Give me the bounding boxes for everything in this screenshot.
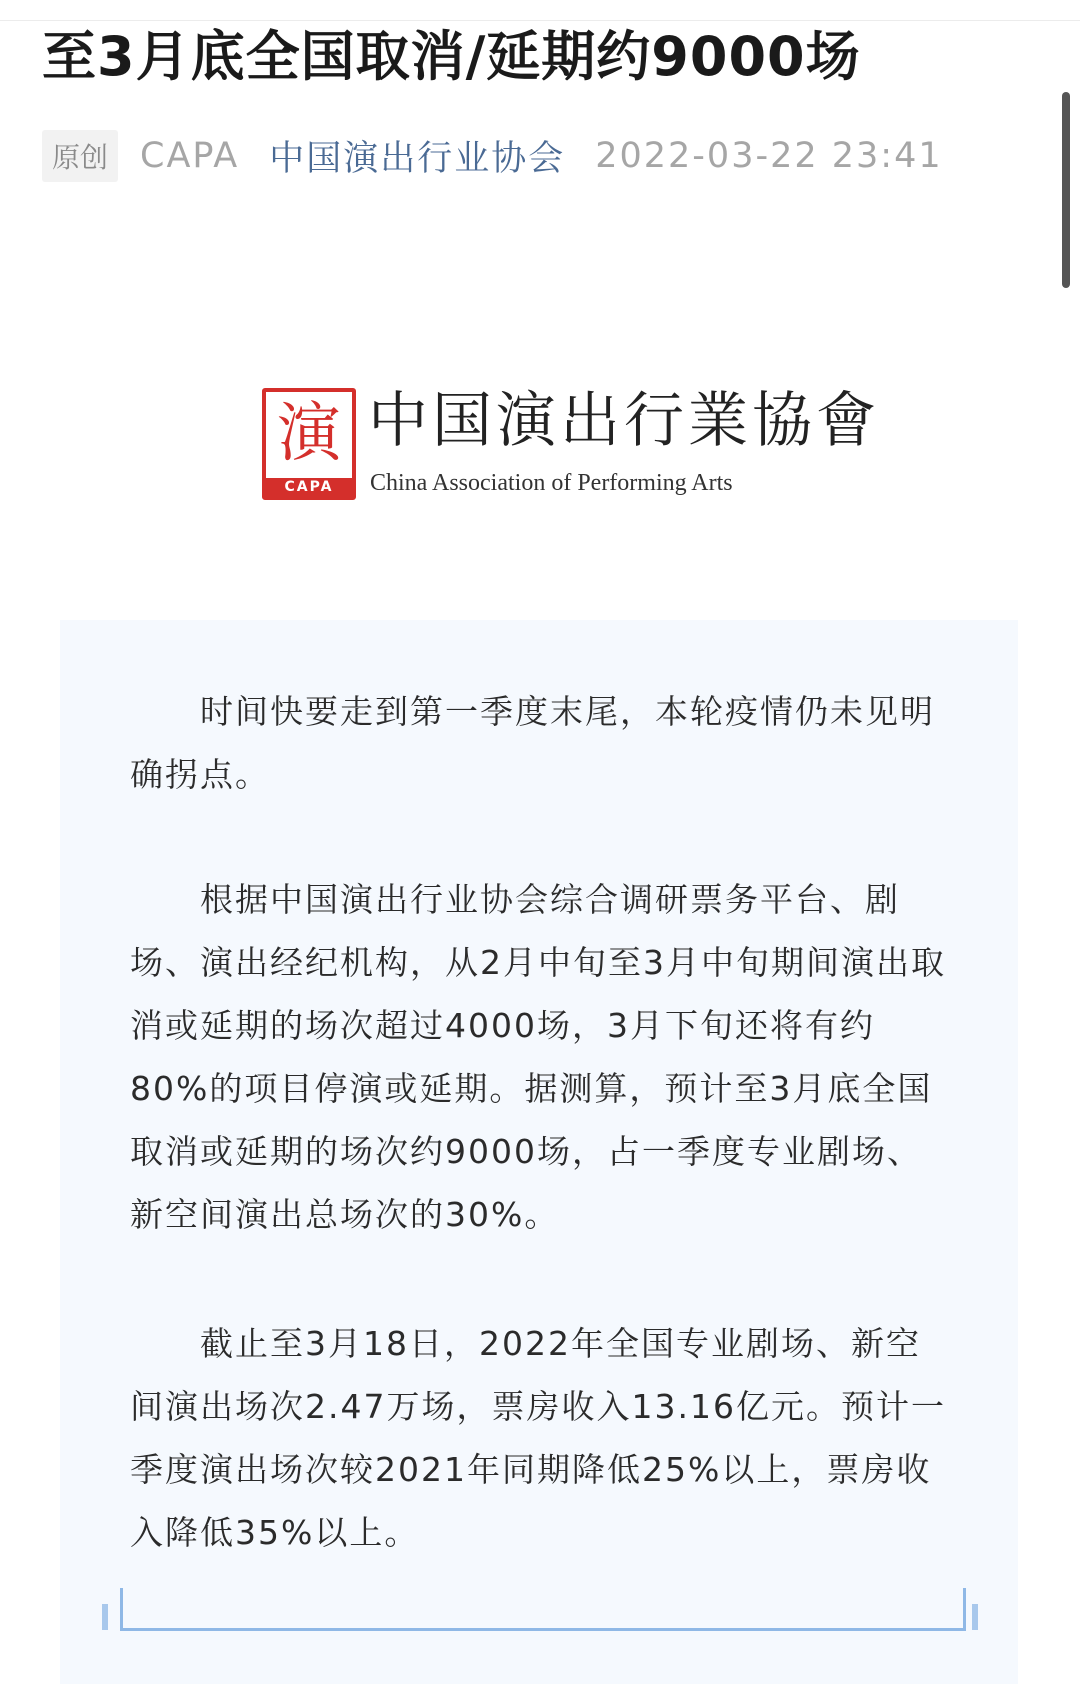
- paragraph-1: 时间快要走到第一季度末尾，本轮疫情仍未见明确拐点。: [130, 692, 935, 794]
- source-label: CAPA: [140, 136, 240, 176]
- publish-time: 2022-03-22 23:41: [595, 136, 943, 176]
- article-title: 至3月底全国取消/延期约9000场: [42, 25, 861, 88]
- article-meta: [42, 130, 943, 182]
- logo-name-cn: 中国演出行業協會: [368, 386, 880, 456]
- seal-glyph: 演: [277, 397, 341, 471]
- original-badge: 原创: [42, 130, 118, 182]
- content-card: [60, 620, 1018, 1684]
- decor-bracket: [120, 1588, 966, 1631]
- seal-text: CAPA: [266, 478, 352, 496]
- paragraph-2: 根据中国演出行业协会综合调研票务平台、剧场、演出经纪机构，从2月中旬至3月中旬期间演出取消或延期的场次超过4000场，3月下旬还将有约80%的项目停演或延期。据测算，预计至3月底全国取消或延期的场次约9000场，占一季度专业剧场、新空间演出总场次的30%。: [130, 880, 946, 1234]
- account-name-link[interactable]: 中国演出行业协会: [269, 139, 566, 179]
- seal-icon: [262, 388, 356, 500]
- decor-tick-right: [972, 1604, 978, 1630]
- capa-logo: [262, 386, 880, 506]
- top-divider: [0, 20, 1080, 21]
- paragraph-3: 截止至3月18日，2022年全国专业剧场、新空间演出场次2.47万场，票房收入13.16亿元。预计一季度演出场次较2021年同期降低25%以上，票房收入降低35%以上。: [130, 1324, 946, 1552]
- scrollbar-thumb[interactable]: [1062, 92, 1070, 288]
- logo-name-en: China Association of Performing Arts: [370, 470, 733, 496]
- decor-tick-left: [102, 1604, 108, 1630]
